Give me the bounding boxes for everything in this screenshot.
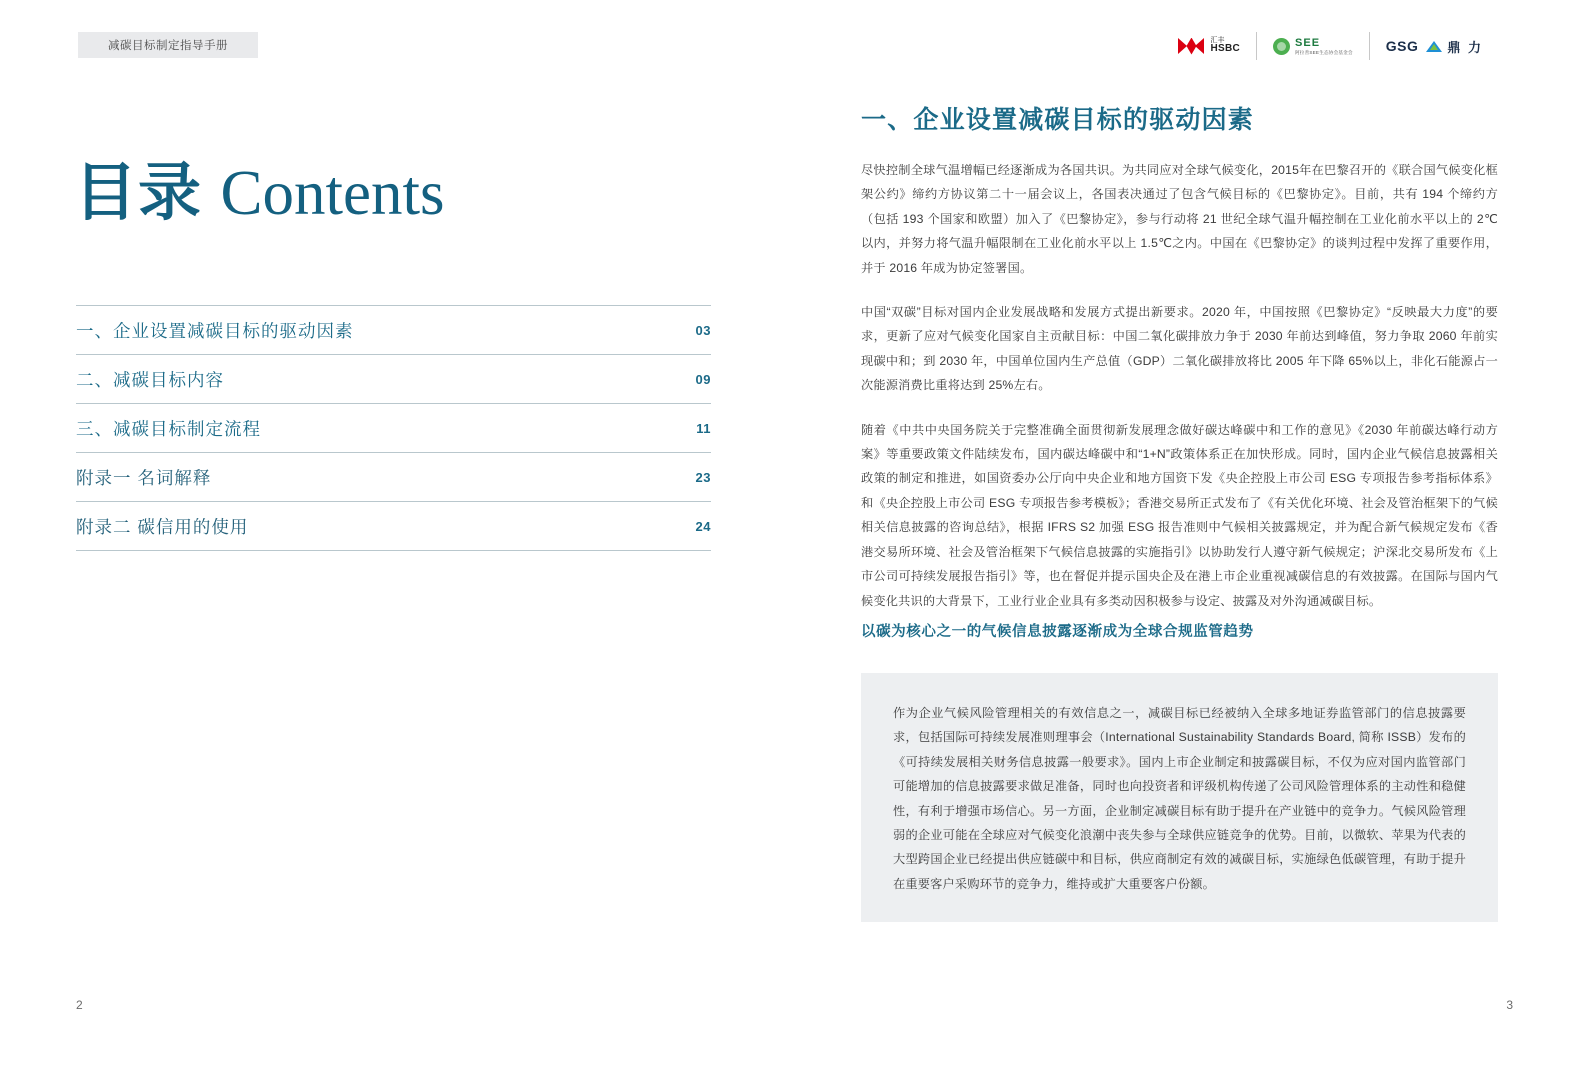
subsection-heading: 以碳为核心之一的气候信息披露逐渐成为全球合规监管趋势 bbox=[861, 624, 1254, 640]
toc-entry[interactable] bbox=[76, 404, 711, 453]
see-logo-en: SEE bbox=[1295, 37, 1321, 50]
body-paragraph: 尽快控制全球气温增幅已经逐渐成为各国共识。为共同应对全球气候变化，2015年在巴黎召开的《联合国气候变化框架公约》缔约方协议第二十一届会议上，各国表决通过了包含气候目标的《巴黎协定》。目前，共有 194 个缔约方（包括 193 个国家和欧盟）加入了《巴黎协定》，参与行动将 21 世纪全球气温升幅控制在工业化前水平以上的 2℃以内，并努力将气温升幅限制在工业化前水平以上 1.5℃之内。中国在《巴黎协定》的谈判过程中发挥了重要作用，并于 2016 年成为协定签署国。 bbox=[861, 163, 1498, 275]
right-page bbox=[793, 0, 1587, 1077]
section-title: 一、企业设置减碳目标的驱动因素 bbox=[861, 106, 1255, 134]
see-logo-cn: 阿拉善SEE生态协会基金会 bbox=[1295, 49, 1353, 55]
header-running-title-label: 减碳目标制定指导手册 bbox=[108, 40, 228, 52]
toc-entry[interactable] bbox=[76, 502, 711, 551]
toc-entry-page: 23 bbox=[695, 469, 711, 485]
toc-entry-page: 09 bbox=[695, 371, 711, 387]
toc-entry-label: 一、企业设置减碳目标的驱动因素 bbox=[76, 320, 354, 341]
contents-title bbox=[74, 142, 445, 233]
body-paragraph: 随着《中共中央国务院关于完整准确全面贯彻新发展理念做好碳达峰碳中和工作的意见》《2030 年前碳达峰行动方案》等重要政策文件陆续发布，国内碳达峰碳中和“1+N”政策体系正在加快形成。同时，国内企业气候信息披露相关政策的制定和推进，如国资委办公厅向中央企业和地方国资下发《央企控股上市公司 ESG 专项报告参考指标体系》和《央企控股上市公司 ESG 专项报告参考模板》；香港交易所正式发布了《有关优化环境、社会及管治框架下的气候相关信息披露的咨询总结》，根据 IFRS S2 加强 ESG 报告准则中气候相关披露规定，并为配合新气候规定发布《香港交易所环境、社会及管治框架下气候信息披露的实施指引》以协助发行人遵守新气候规定；沪深北交易所发布《上市公司可持续发展报告指引》等，也在督促并提示国央企及在港上市企业重视减碳信息的有效披露。在国际与国内气候变化共识的大背景下，工业行业企业具有多类动因积极参与设定、披露及对外沟通减碳目标。 bbox=[861, 422, 1498, 608]
left-page bbox=[0, 0, 793, 1077]
callout-box bbox=[861, 673, 1498, 922]
page-number-right: 3 bbox=[1506, 998, 1513, 1012]
gsg-logo-text: GSG bbox=[1385, 38, 1419, 54]
callout-text: 作为企业气候风险管理相关的有效信息之一，减碳目标已经被纳入全球多地证券监管部门的信息披露要求，包括国际可持续发展准则理事会（International Sustainability Standards Board, 简称 ISSB）发布的《可持续发展相关财务信息披露一般要求》。国内上市企业制定和披露碳目标，不仅为应对国内监管部门可能增加的信息披露要求做足准备，同时也向投资者和评级机构传递了公司风险管理体系的主动性和稳健性，有利于增强市场信心。另一方面，企业制定减碳目标有助于提升在产业链中的竞争力。气候风险管理弱的企业可能在全球应对气候变化浪潮中丧失参与全球供应链竞争的优势。目前，以微软、苹果为代表的大型跨国企业已经提出供应链碳中和目标，供应商制定有效的减碳目标，实施绿色低碳管理，有助于提升在重要客户采购环节的竞争力，维持或扩大重要客户份额。 bbox=[893, 706, 1466, 891]
contents-title-en: Contents bbox=[220, 158, 445, 228]
contents-title-cn: 目录 bbox=[74, 158, 202, 228]
body-text bbox=[861, 158, 1498, 633]
toc-entry-page: 11 bbox=[696, 420, 711, 436]
toc-entry-page: 24 bbox=[695, 518, 711, 534]
toc-entry-page: 03 bbox=[695, 322, 711, 338]
toc-entry[interactable] bbox=[76, 453, 711, 502]
hsbc-logo-en: HSBC bbox=[1210, 43, 1241, 55]
toc-entry-label: 三、减碳目标制定流程 bbox=[76, 418, 261, 439]
toc-entry-label: 二、减碳目标内容 bbox=[76, 369, 224, 390]
page-number-left: 2 bbox=[76, 998, 83, 1012]
toc-entry[interactable] bbox=[76, 355, 711, 404]
toc-entry[interactable] bbox=[76, 305, 711, 355]
body-paragraph: 中国“双碳”目标对国内企业发展战略和发展方式提出新要求。2020 年，中国按照《巴黎协定》“反映最大力度”的要求，更新了应对气候变化国家自主贡献目标：中国二氧化碳排放力争于 2030 年前达到峰值，努力争取 2060 年前实现碳中和；到 2030 年，中国单位国内生产总值（GDP）二氧化碳排放将比 2005 年下降 65%以上，非化石能源占一次能源消费比重将达到 25%左右。 bbox=[861, 305, 1498, 393]
toc-entry-label: 附录一 名词解释 bbox=[76, 467, 212, 488]
dingli-logo-text: 鼎 力 bbox=[1447, 39, 1483, 55]
table-of-contents bbox=[76, 305, 711, 551]
hsbc-logo-cn: 汇丰 bbox=[1210, 37, 1225, 45]
toc-entry-label: 附录二 碳信用的使用 bbox=[76, 516, 249, 537]
